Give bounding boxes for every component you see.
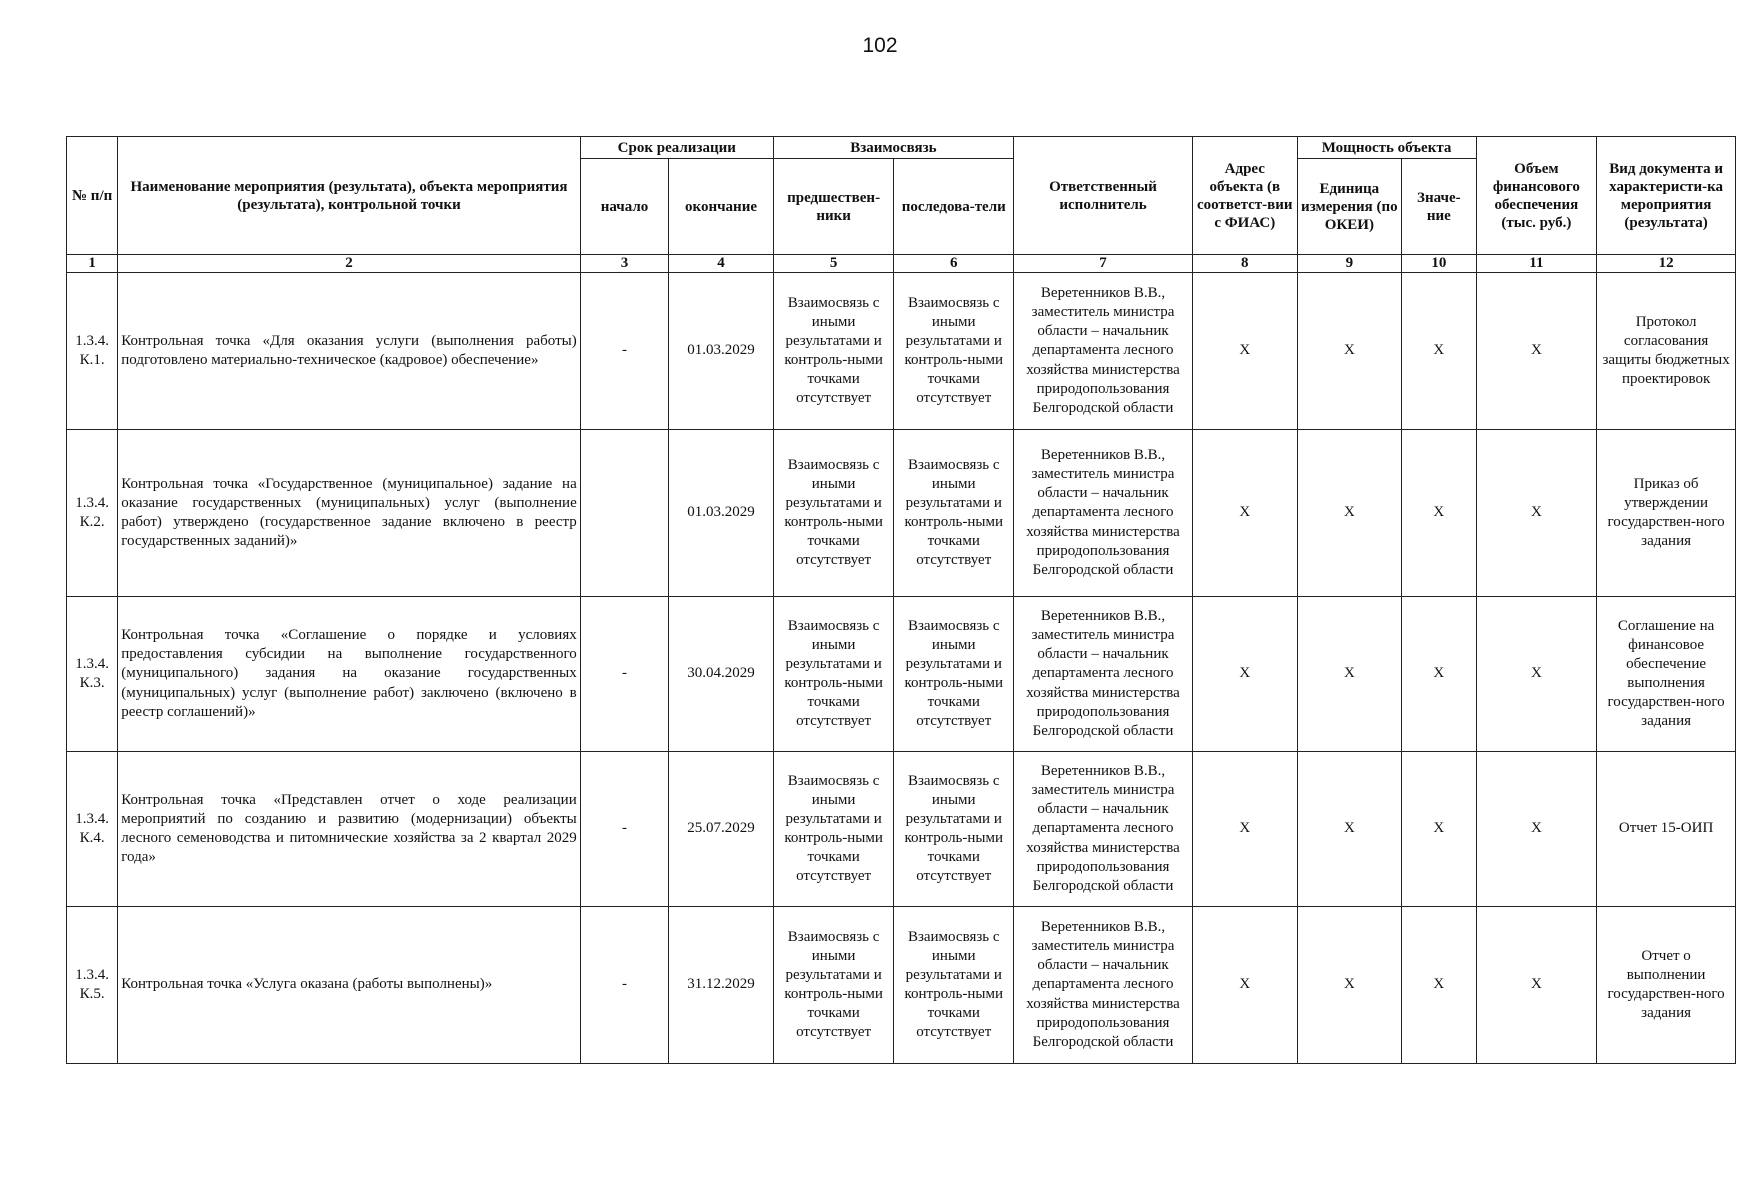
row-responsible: Веретенников В.В., заместитель министра области – начальник департамента лесного хозяйства министерства природопользования Белгородской области: [1014, 752, 1193, 907]
control-points-table: [66, 136, 1736, 1064]
row-start: -: [580, 273, 668, 430]
header-finance: Объем финансового обеспечения (тыс. руб.): [1476, 137, 1597, 255]
column-number: 8: [1193, 255, 1298, 273]
column-numbers-row: [67, 255, 1736, 273]
row-value: X: [1402, 752, 1476, 907]
header-successors: последова-тели: [894, 159, 1014, 255]
row-unit: X: [1297, 597, 1402, 752]
header-value: Значе-ние: [1402, 159, 1476, 255]
row-address: X: [1193, 907, 1298, 1064]
row-successors: Взаимосвязь с иными результатами и контроль-ными точками отсутствует: [894, 273, 1014, 430]
header-unit: Единица измерения (по ОКЕИ): [1297, 159, 1402, 255]
row-name: Контрольная точка «Услуга оказана (работы выполнены)»: [118, 907, 580, 1064]
row-address: X: [1193, 752, 1298, 907]
header-start: начало: [580, 159, 668, 255]
row-address: X: [1193, 597, 1298, 752]
column-number: 9: [1297, 255, 1402, 273]
row-name: Контрольная точка «Соглашение о порядке и условиях предоставления субсидии на выполнение государственного (муниципального) задания на оказание государственных (муниципальных) услуг (выполнение работ) заключено (включено в реестр соглашений)»: [118, 597, 580, 752]
row-responsible: Веретенников В.В., заместитель министра области – начальник департамента лесного хозяйства министерства природопользования Белгородской области: [1014, 907, 1193, 1064]
row-doc-type: Отчет о выполнении государствен-ного задания: [1597, 907, 1736, 1064]
table-row: [67, 752, 1736, 907]
header-group-power: Мощность объекта: [1297, 137, 1476, 159]
row-predecessors: Взаимосвязь с иными результатами и контроль-ными точками отсутствует: [773, 597, 894, 752]
header-address: Адрес объекта (в соответст-вии с ФИАС): [1193, 137, 1298, 255]
header-end: окончание: [669, 159, 774, 255]
header-name: Наименование мероприятия (результата), объекта мероприятия (результата), контрольной точки: [118, 137, 580, 255]
table-row: [67, 597, 1736, 752]
table-row: [67, 273, 1736, 430]
row-address: X: [1193, 430, 1298, 597]
column-number: 11: [1476, 255, 1597, 273]
row-doc-type: Протокол согласования защиты бюджетных проектировок: [1597, 273, 1736, 430]
header-group-term: Срок реализации: [580, 137, 773, 159]
row-start: [580, 430, 668, 597]
row-successors: Взаимосвязь с иными результатами и контроль-ными точками отсутствует: [894, 907, 1014, 1064]
row-unit: X: [1297, 907, 1402, 1064]
row-end: 25.07.2029: [669, 752, 774, 907]
row-name: Контрольная точка «Государственное (муниципальное) задание на оказание государственных (муниципальных) услуг (выполнение работ) утверждено (государственное задание включено в реестр государственных заданий)»: [118, 430, 580, 597]
column-number: 3: [580, 255, 668, 273]
row-value: X: [1402, 597, 1476, 752]
table-header: [67, 137, 1736, 273]
row-predecessors: Взаимосвязь с иными результатами и контроль-ными точками отсутствует: [773, 273, 894, 430]
row-responsible: Веретенников В.В., заместитель министра области – начальник департамента лесного хозяйства министерства природопользования Белгородской области: [1014, 430, 1193, 597]
row-predecessors: Взаимосвязь с иными результатами и контроль-ными точками отсутствует: [773, 430, 894, 597]
column-number: 4: [669, 255, 774, 273]
column-number: 12: [1597, 255, 1736, 273]
row-predecessors: Взаимосвязь с иными результатами и контроль-ными точками отсутствует: [773, 907, 894, 1064]
row-value: X: [1402, 273, 1476, 430]
row-finance: X: [1476, 752, 1597, 907]
column-number: 7: [1014, 255, 1193, 273]
row-number: 1.3.4. К.1.: [67, 273, 118, 430]
header-group-link: Взаимосвязь: [773, 137, 1013, 159]
header-predecessors: предшествен-ники: [773, 159, 894, 255]
row-start: -: [580, 597, 668, 752]
row-number: 1.3.4. К.3.: [67, 597, 118, 752]
row-responsible: Веретенников В.В., заместитель министра области – начальник департамента лесного хозяйства министерства природопользования Белгородской области: [1014, 597, 1193, 752]
row-value: X: [1402, 430, 1476, 597]
header-responsible: Ответственный исполнитель: [1014, 137, 1193, 255]
row-doc-type: Отчет 15-ОИП: [1597, 752, 1736, 907]
page-number: 102: [862, 34, 898, 57]
row-name: Контрольная точка «Представлен отчет о ходе реализации мероприятий по созданию и развитию (модернизации) объекты лесного семеноводства и питомнические хозяйства за 2 квартал 2029 года»: [118, 752, 580, 907]
row-finance: X: [1476, 597, 1597, 752]
row-end: 01.03.2029: [669, 430, 774, 597]
column-number: 10: [1402, 255, 1476, 273]
column-number: 5: [773, 255, 894, 273]
row-unit: X: [1297, 430, 1402, 597]
column-number: 1: [67, 255, 118, 273]
row-finance: X: [1476, 430, 1597, 597]
row-address: X: [1193, 273, 1298, 430]
row-number: 1.3.4. К.4.: [67, 752, 118, 907]
row-name: Контрольная точка «Для оказания услуги (выполнения работы) подготовлено материально-техническое (кадровое) обеспечение»: [118, 273, 580, 430]
row-start: -: [580, 752, 668, 907]
row-number: 1.3.4. К.5.: [67, 907, 118, 1064]
column-number: 2: [118, 255, 580, 273]
table-row: [67, 907, 1736, 1064]
row-successors: Взаимосвязь с иными результатами и контроль-ными точками отсутствует: [894, 597, 1014, 752]
row-finance: X: [1476, 907, 1597, 1064]
row-start: -: [580, 907, 668, 1064]
table-row: [67, 430, 1736, 597]
column-number: 6: [894, 255, 1014, 273]
row-doc-type: Соглашение на финансовое обеспечение выполнения государствен-ного задания: [1597, 597, 1736, 752]
row-successors: Взаимосвязь с иными результатами и контроль-ными точками отсутствует: [894, 430, 1014, 597]
row-number: 1.3.4. К.2.: [67, 430, 118, 597]
row-value: X: [1402, 907, 1476, 1064]
row-unit: X: [1297, 752, 1402, 907]
row-predecessors: Взаимосвязь с иными результатами и контроль-ными точками отсутствует: [773, 752, 894, 907]
row-end: 30.04.2029: [669, 597, 774, 752]
row-successors: Взаимосвязь с иными результатами и контроль-ными точками отсутствует: [894, 752, 1014, 907]
row-responsible: Веретенников В.В., заместитель министра области – начальник департамента лесного хозяйства министерства природопользования Белгородской области: [1014, 273, 1193, 430]
row-end: 31.12.2029: [669, 907, 774, 1064]
row-end: 01.03.2029: [669, 273, 774, 430]
row-finance: X: [1476, 273, 1597, 430]
row-unit: X: [1297, 273, 1402, 430]
header-num: № п/п: [67, 137, 118, 255]
header-doc-type: Вид документа и характеристи-ка мероприятия (результата): [1597, 137, 1736, 255]
row-doc-type: Приказ об утверждении государствен-ного задания: [1597, 430, 1736, 597]
